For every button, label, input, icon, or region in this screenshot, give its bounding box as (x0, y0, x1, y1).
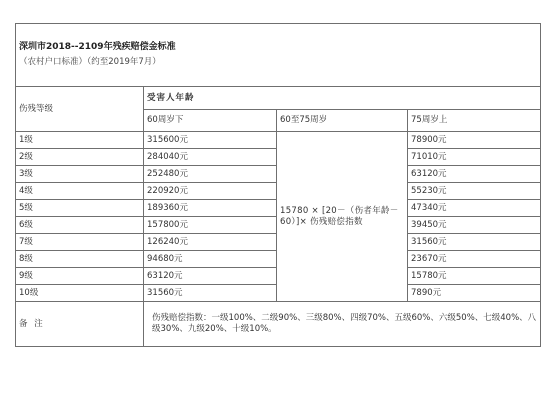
under60-cell: 63120元 (144, 268, 277, 285)
under60-cell: 94680元 (144, 251, 277, 268)
note-text: 伤残赔偿指数：一级100%、二级90%、三级80%、四级70%、五级60%、六级50%、七级40%、八级30%、九级20%、十级10%。 (144, 302, 541, 347)
grade-cell: 6级 (16, 217, 144, 234)
under60-cell: 220920元 (144, 183, 277, 200)
title-row (16, 24, 541, 87)
header-grade: 伤残等级 (16, 87, 144, 132)
grade-cell: 4级 (16, 183, 144, 200)
header-over75: 75周岁上 (408, 110, 541, 132)
under60-cell: 189360元 (144, 200, 277, 217)
grade-cell: 10级 (16, 285, 144, 302)
compensation-table (15, 23, 541, 347)
under60-cell: 157800元 (144, 217, 277, 234)
over75-cell: 15780元 (408, 268, 541, 285)
table-row (16, 132, 541, 149)
under60-cell: 31560元 (144, 285, 277, 302)
table-title: 深圳市2018--2109年残疾赔偿金标准 (19, 42, 176, 53)
header-age-group: 受害人年龄 (144, 87, 541, 110)
under60-cell: 126240元 (144, 234, 277, 251)
grade-cell: 7级 (16, 234, 144, 251)
over75-cell: 7890元 (408, 285, 541, 302)
over75-cell: 31560元 (408, 234, 541, 251)
grade-cell: 2级 (16, 149, 144, 166)
under60-cell: 315600元 (144, 132, 277, 149)
over75-cell: 47340元 (408, 200, 541, 217)
title-cell (16, 24, 541, 87)
under60-cell: 284040元 (144, 149, 277, 166)
grade-cell: 1级 (16, 132, 144, 149)
grade-cell: 5级 (16, 200, 144, 217)
note-label: 备 注 (16, 302, 144, 347)
grade-cell: 3级 (16, 166, 144, 183)
formula-cell: 15780 × [20－（伤者年龄－60）]× 伤残赔偿指数 (277, 132, 408, 302)
under60-cell: 252480元 (144, 166, 277, 183)
header-row (16, 87, 541, 110)
over75-cell: 78900元 (408, 132, 541, 149)
header-under60: 60周岁下 (144, 110, 277, 132)
over75-cell: 63120元 (408, 166, 541, 183)
header-60to75: 60至75周岁 (277, 110, 408, 132)
grade-cell: 8级 (16, 251, 144, 268)
over75-cell: 23670元 (408, 251, 541, 268)
grade-cell: 9级 (16, 268, 144, 285)
over75-cell: 71010元 (408, 149, 541, 166)
over75-cell: 55230元 (408, 183, 541, 200)
note-row (16, 302, 541, 347)
table-subtitle: （农村户口标准）（约至2019年7月） (19, 57, 161, 68)
over75-cell: 39450元 (408, 217, 541, 234)
